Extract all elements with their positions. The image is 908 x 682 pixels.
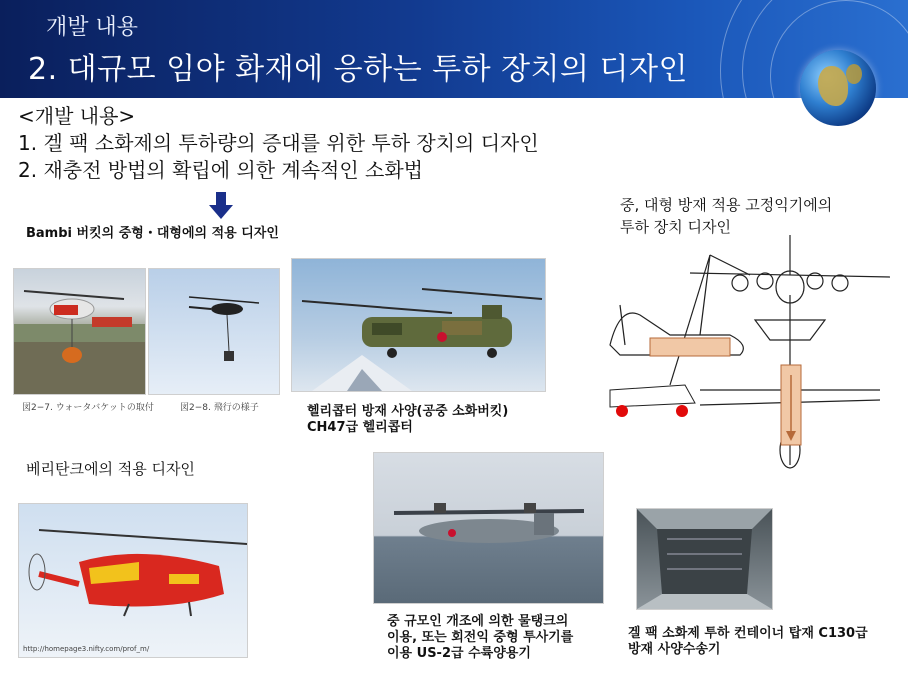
slide-subtitle: 개발 내용 xyxy=(46,15,139,40)
aircraft-diagram xyxy=(600,235,900,475)
us2-caption-3: 이용 US-2급 수륙양용기 xyxy=(387,646,531,661)
intro-block xyxy=(18,103,539,184)
bambi-caption: Bambi 버킷의 중형・대형에의 적용 디자인 xyxy=(26,226,279,241)
flight-photo xyxy=(148,268,280,395)
fixedwing-caption-2: 투하 장치 디자인 xyxy=(620,218,731,236)
c130-interior-photo xyxy=(636,508,773,610)
intro-item-1: 1. 겔 팩 소화제의 투하량의 증대를 위한 투하 장치의 디자인 xyxy=(18,131,539,155)
slide-title: 2. 대규모 임야 화재에 응하는 투하 장치의 디자인 xyxy=(28,52,688,87)
c130-caption-2: 방재 사양수송기 xyxy=(628,642,721,657)
ch47-photo xyxy=(291,258,546,392)
us2-photo xyxy=(373,452,604,604)
ch47-caption-1: 헬리콥터 방재 사양(공중 소화버킷) xyxy=(307,404,509,419)
globe-icon xyxy=(800,50,876,126)
us2-caption-2: 이용, 또는 회전익 중형 투사기를 xyxy=(387,630,574,645)
intro-heading: <개발 내용> xyxy=(18,104,136,128)
fig-2-7-label: 図2−7. ウォータバケットの取付 xyxy=(22,403,154,413)
us2-caption-1: 중 규모인 개조에 의한 물탱크의 xyxy=(387,614,569,629)
c130-caption-1: 겔 팩 소화제 투하 컨테이너 탑재 C130급 xyxy=(628,626,868,641)
red-helicopter-photo xyxy=(18,503,248,658)
intro-item-2: 2. 재충전 방법의 확립에 의한 계속적인 소화법 xyxy=(18,158,423,182)
source-url: http://homepage3.nifty.com/prof_m/ xyxy=(23,645,150,653)
title-banner xyxy=(0,0,908,98)
ch47-caption-2: CH47급 헬리콥터 xyxy=(307,420,413,435)
down-arrow-icon xyxy=(207,192,235,220)
fixedwing-caption-1: 중, 대형 방재 적용 고정익기에의 xyxy=(620,196,833,214)
bucket-install-photo xyxy=(13,268,146,395)
fig-2-8-label: 図2−8. 飛行の様子 xyxy=(180,403,259,413)
tank-caption: 베리탄크에의 적용 디자인 xyxy=(26,460,195,478)
